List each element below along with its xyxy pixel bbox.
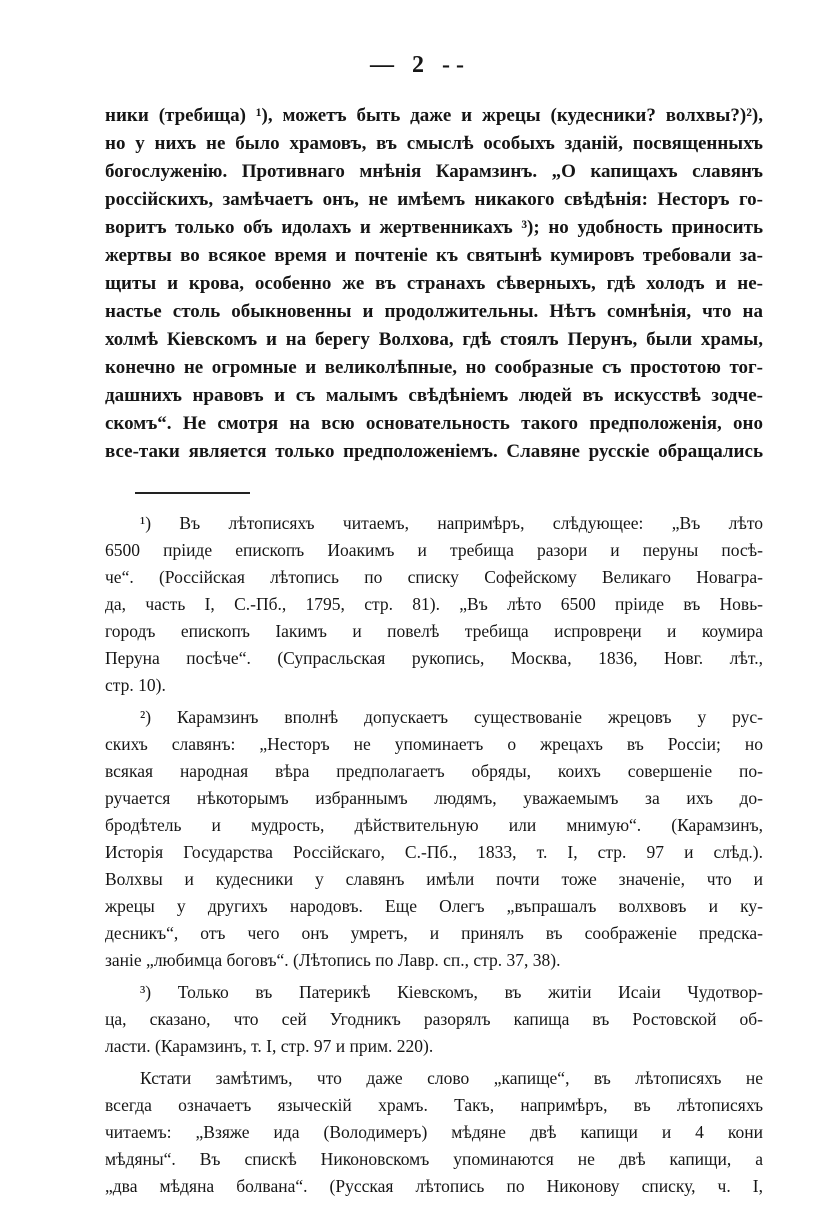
footnote-line: Кстати замѣтимъ, что даже слово „капище“, въ лѣтописяхъ не [140, 1068, 763, 1088]
footnote-line: Исторія Государства Россійскаго, С.-Пб., 1833, т. I, стр. 97 и слѣд.). [105, 842, 763, 862]
footnote-line: ¹) Въ лѣтописяхъ читаемъ, напримѣръ, слѣдующее: „Въ лѣто [140, 513, 763, 533]
text-line: настье столь обыкновенны и продолжительны. Нѣтъ сомнѣнія, что на [105, 301, 763, 322]
footnote-line: Волхвы и кудесники у славянъ имѣли почти тоже значеніе, что и [105, 869, 763, 889]
footnote-line: мѣдяны“. Въ спискѣ Никоновскомъ упоминаются не двѣ капищи, а [105, 1149, 763, 1169]
footnotes [105, 510, 763, 1205]
footnote-line: всегда означаетъ языческій храмъ. Такъ, напримѣръ, въ лѣтописяхъ [105, 1095, 763, 1115]
main-text [105, 102, 763, 466]
footnote-line: читаемъ: „Взяже ида (Володимеръ) мѣдяне двѣ капищи и 4 кони [105, 1122, 763, 1142]
footnote-line: жрецы у другихъ народовъ. Еще Олегъ „въпрашалъ волхвовъ и ку- [105, 896, 763, 916]
page-number: — 2 -- [370, 52, 470, 78]
footnote-1 [105, 510, 763, 699]
footnote-line: „два мѣдяна болвана“. (Русская лѣтопись по Никонову списку, ч. I, [105, 1176, 763, 1196]
text-line: все-таки является только предположеніемъ. Славяне русскіе обращались [105, 441, 763, 462]
text-line: конечно не огромные и великолѣпные, но сообразные съ простотою тог- [105, 357, 763, 378]
footnote-line: заніе „любимца боговъ“. (Лѣтопись по Лавр. сп., стр. 37, 38). [105, 950, 561, 970]
footnote-paragraph [105, 1065, 763, 1200]
footnote-line: ²) Карамзинъ вполнѣ допускаетъ существованіе жрецовъ у рус- [140, 707, 763, 727]
text-line: щиты и крова, особенно же въ странахъ сѣверныхъ, гдѣ холодъ и не- [105, 273, 763, 294]
footnote-line: всякая народная вѣра предполагаетъ обряды, коихъ совершеніе по- [105, 761, 763, 781]
footnote-line: ³) Только въ Патерикѣ Кіевскомъ, въ житіи Исаіи Чудотвор- [140, 982, 763, 1002]
footnote-line: да, часть I, С.-Пб., 1795, стр. 81). „Въ лѣто 6500 пріиде въ Новь- [105, 594, 763, 614]
text-line: богослуженію. Противнаго мнѣнія Карамзинъ. „О капищахъ славянъ [105, 161, 763, 182]
footnote-line: стр. 10). [105, 675, 166, 695]
footnote-3 [105, 979, 763, 1060]
text-line: скомъ“. Не смотря на всю основательность такого предположенія, оно [105, 413, 763, 434]
text-line: дашнихъ нравовъ и съ малымъ свѣдѣніемъ людей въ искусствѣ зодче- [105, 385, 763, 406]
footnote-line: че“. (Россійская лѣтопись по списку Софейскому Великаго Новагра- [105, 567, 763, 587]
footnote-line: ласти. (Карамзинъ, т. I, стр. 97 и прим. 220). [105, 1036, 434, 1056]
text-line: но у нихъ не было храмовъ, въ смыслѣ особыхъ зданій, посвященныхъ [105, 133, 763, 154]
text-line: холмѣ Кіевскомъ и на берегу Волхова, гдѣ стоялъ Перунъ, были храмы, [105, 329, 763, 350]
text-line: россійскихъ, замѣчаетъ онъ, не имѣемъ никакого свѣдѣнія: Несторъ го- [105, 189, 763, 210]
text-line: ники (требища) ¹), можетъ быть даже и жрецы (кудесники? волхвы?)²), [105, 105, 763, 126]
footnote-line: десникъ“, отъ чего онъ умретъ, и принялъ въ соображеніе предска- [105, 923, 763, 943]
footnote-line: Перуна посѣче“. (Супрасльская рукопись, Москва, 1836, Новг. лѣт., [105, 648, 763, 668]
footnote-divider [135, 492, 250, 494]
footnote-line: бродѣтель и мудрость, дѣйствительную или мнимую“. (Карамзинъ, [105, 815, 763, 835]
footnote-line: ручается нѣкоторымъ избраннымъ людямъ, уважаемымъ за ихъ до- [105, 788, 763, 808]
footnote-2 [105, 704, 763, 974]
footnote-line: городъ епископъ Іакимъ и повелѣ требища испровреңи и коумира [105, 621, 763, 641]
text-line: воритъ только объ идолахъ и жертвенникахъ ³); но удобность приносить [105, 217, 763, 238]
footnote-line: 6500 пріиде епископъ Иоакимъ и требища разори и перуны посѣ- [105, 540, 763, 560]
footnote-line: ца, сказано, что сей Угодникъ разорялъ капища въ Ростовской об- [105, 1009, 763, 1029]
text-line: жертвы во всякое время и почтеніе къ святынѣ кумировъ требовали за- [105, 245, 763, 266]
footnote-line: скихъ славянъ: „Несторъ не упоминаетъ о жрецахъ въ Россіи; но [105, 734, 763, 754]
